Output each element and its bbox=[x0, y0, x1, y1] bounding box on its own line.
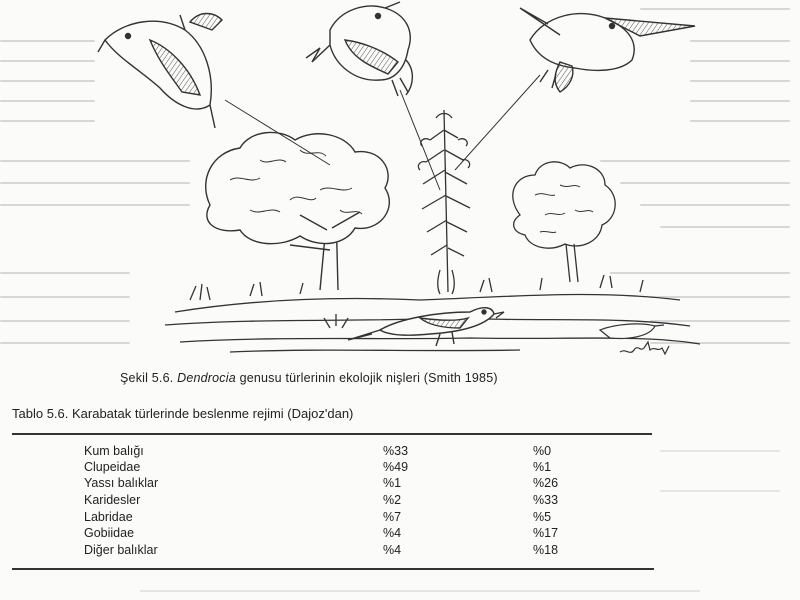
caption-text: genusu türlerinin ekolojik nişleri (Smith 1985) bbox=[239, 371, 498, 385]
cell-pct-a: %2 bbox=[383, 493, 402, 507]
artist-signature bbox=[620, 342, 669, 354]
bird-ground bbox=[348, 308, 504, 346]
bleed-through-line bbox=[140, 590, 700, 592]
cell-pct-b: %0 bbox=[533, 444, 552, 458]
cell-pct-b: %1 bbox=[533, 460, 552, 474]
table-bottom-rule bbox=[12, 568, 654, 570]
bird-top-left bbox=[98, 14, 222, 129]
table-title: Tablo 5.6. Karabatak türlerinde beslenme rejimi (Dajoz'dan) bbox=[12, 406, 354, 421]
bird-top-center bbox=[306, 2, 412, 96]
right-tree bbox=[513, 162, 615, 282]
table-row bbox=[0, 510, 800, 527]
table-row bbox=[0, 460, 800, 477]
left-tree bbox=[206, 132, 390, 290]
cell-pct-b: %26 bbox=[533, 476, 559, 490]
cell-prey: Clupeidae bbox=[84, 460, 141, 474]
cell-pct-a: %7 bbox=[383, 510, 402, 524]
table-row bbox=[0, 444, 800, 461]
center-tree bbox=[418, 110, 470, 294]
cell-prey: Kum balığı bbox=[84, 444, 144, 458]
cell-pct-a: %33 bbox=[383, 444, 409, 458]
cell-pct-a: %1 bbox=[383, 476, 402, 490]
table-row bbox=[0, 526, 800, 543]
cell-pct-a: %4 bbox=[383, 526, 402, 540]
warbler-niche-illustration bbox=[60, 0, 800, 370]
ground bbox=[165, 275, 700, 352]
figure-caption bbox=[120, 371, 498, 385]
cell-prey: Diğer balıklar bbox=[84, 543, 158, 557]
cell-prey: Yassı balıklar bbox=[84, 476, 159, 490]
table-row bbox=[0, 493, 800, 510]
cell-pct-b: %5 bbox=[533, 510, 552, 524]
cell-prey: Karidesler bbox=[84, 493, 141, 507]
cell-pct-b: %18 bbox=[533, 543, 559, 557]
caption-genus: Dendrocia bbox=[177, 371, 236, 385]
table-row bbox=[0, 476, 800, 493]
table-row bbox=[0, 543, 800, 560]
bird-ground-right bbox=[600, 324, 664, 339]
cell-pct-b: %33 bbox=[533, 493, 559, 507]
cell-pct-b: %17 bbox=[533, 526, 559, 540]
cell-pct-a: %4 bbox=[383, 543, 402, 557]
caption-figure-number: Şekil 5.6. bbox=[120, 371, 174, 385]
cell-pct-a: %49 bbox=[383, 460, 409, 474]
cell-prey: Labridae bbox=[84, 510, 133, 524]
bird-top-right bbox=[520, 8, 695, 92]
cell-prey: Gobiidae bbox=[84, 526, 135, 540]
table-top-rule bbox=[12, 433, 652, 435]
